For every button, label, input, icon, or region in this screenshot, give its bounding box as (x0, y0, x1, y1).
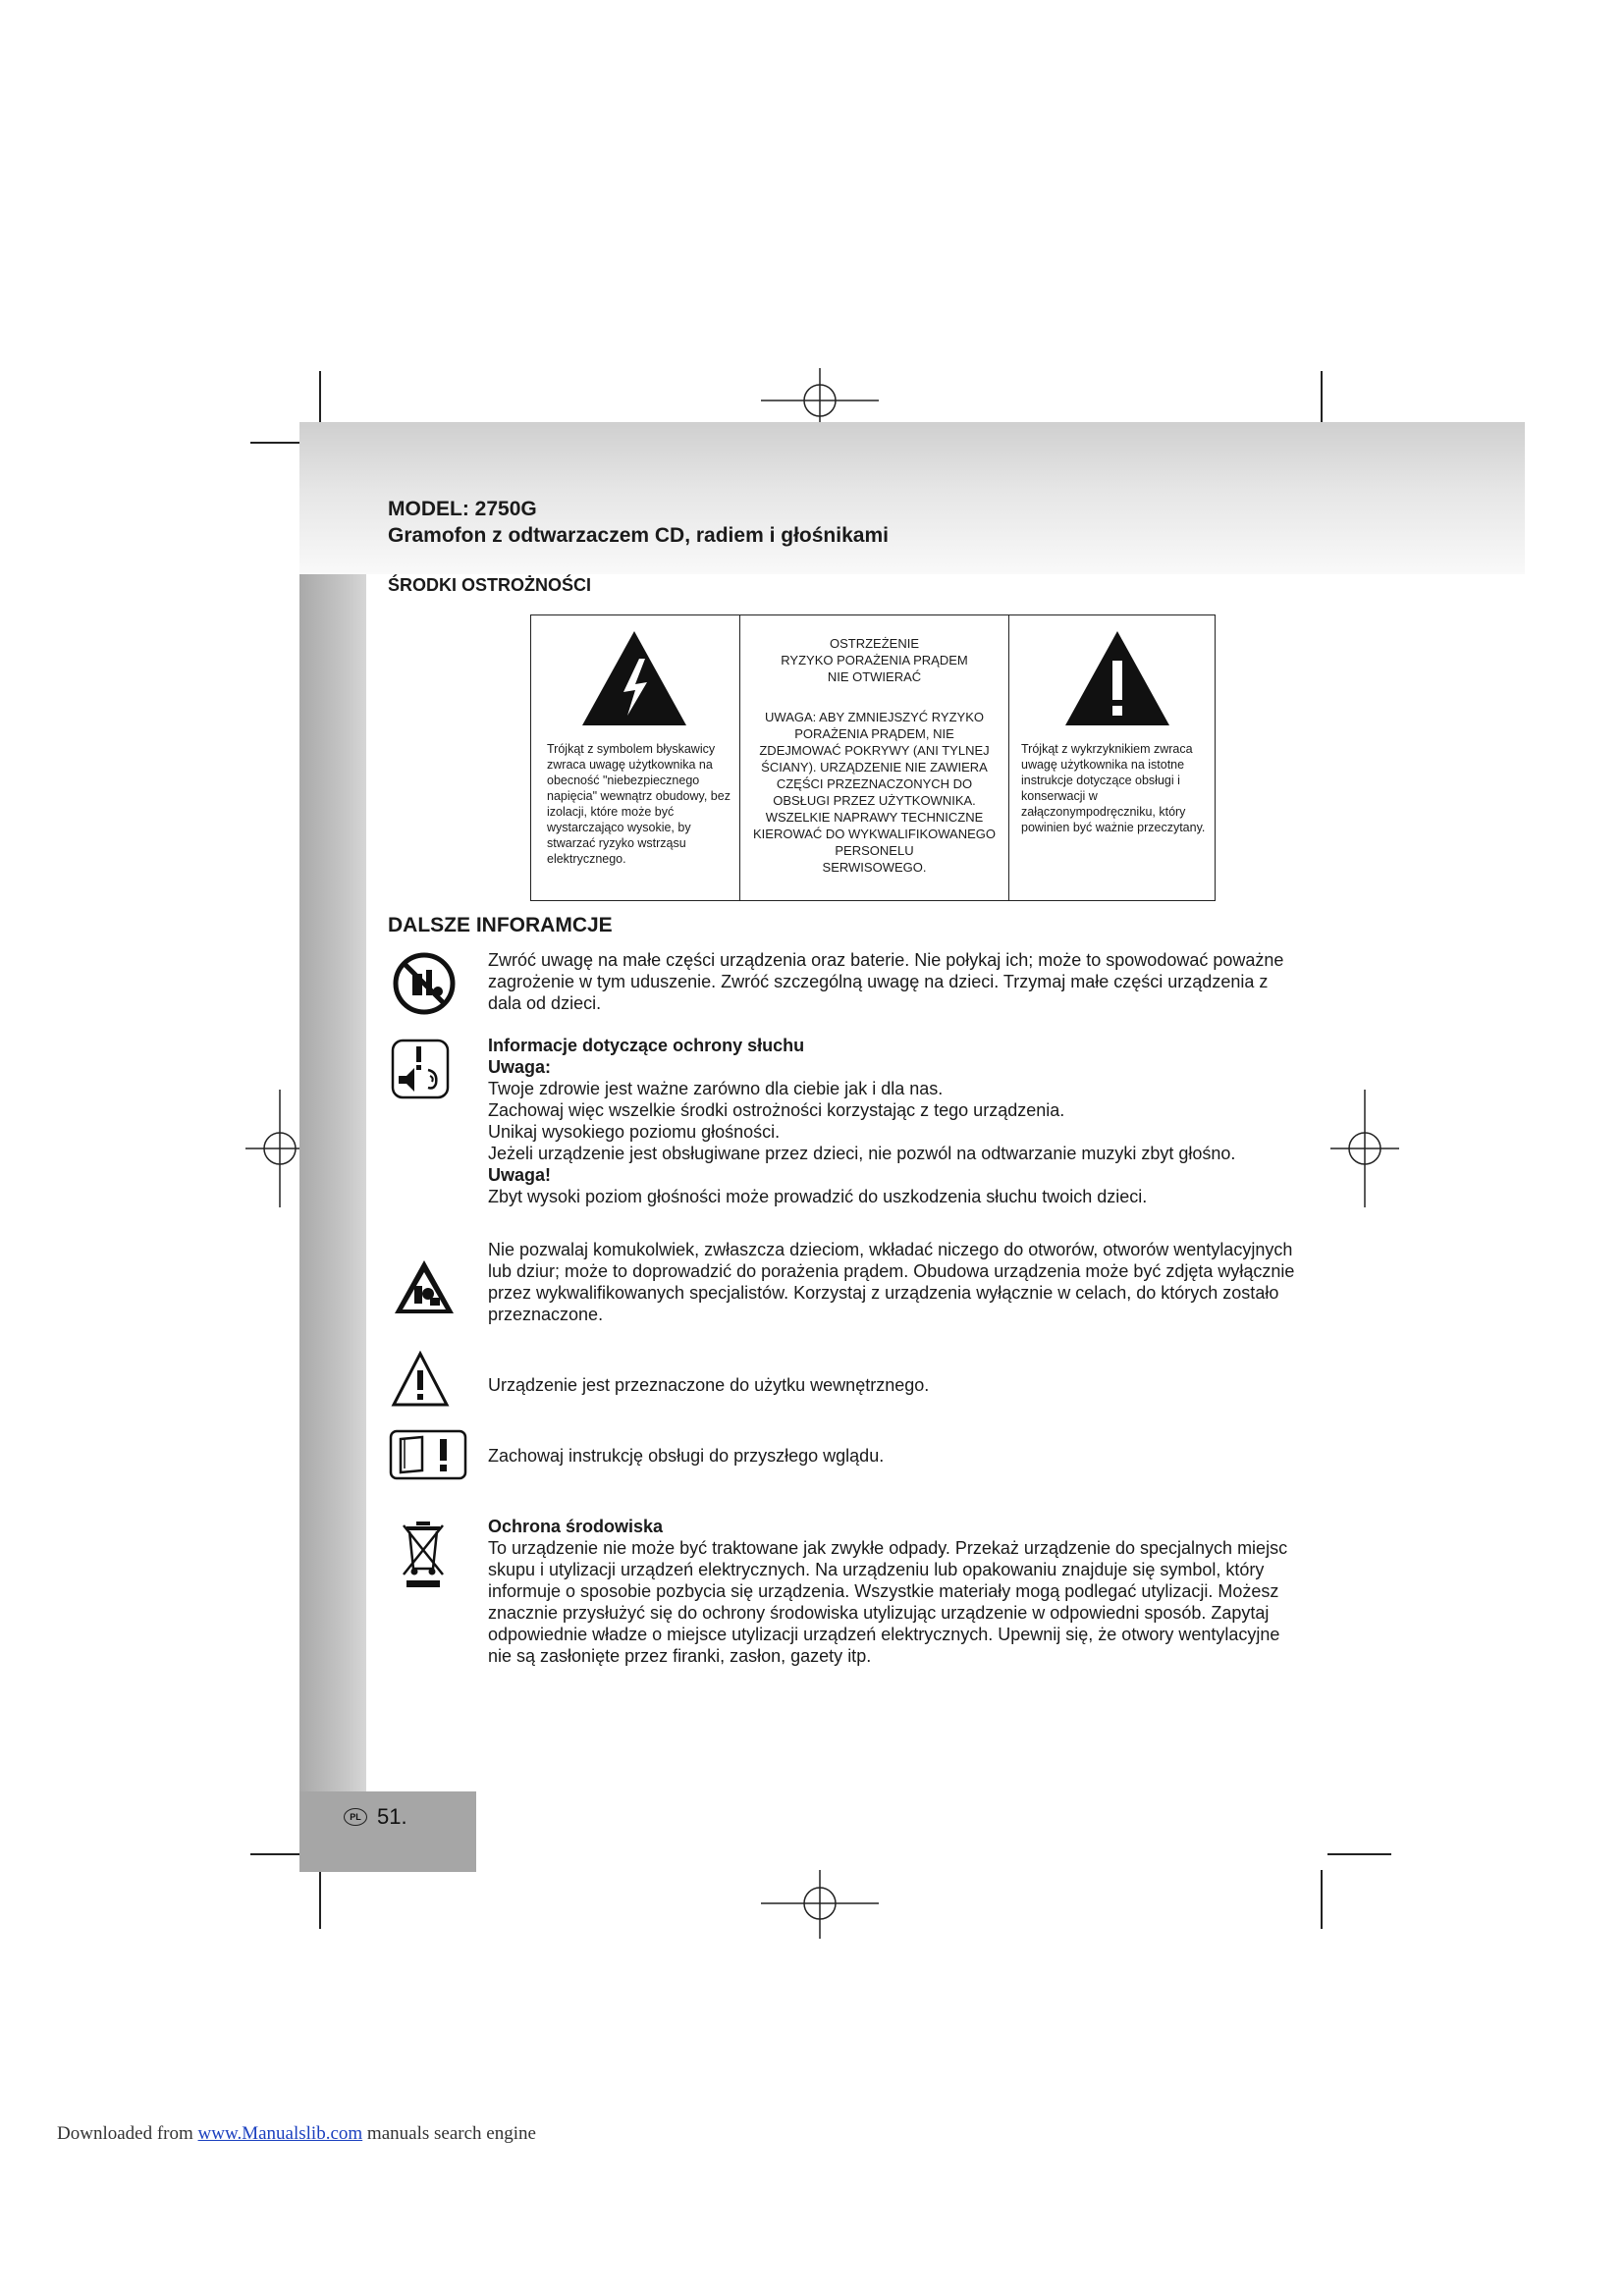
no-small-parts-icon (393, 952, 456, 1015)
indoor-paragraph (488, 1374, 1303, 1396)
registration-mark-icon (1330, 1090, 1399, 1207)
warning-line: RYZYKO PORAŻENIA PRĄDEM (781, 653, 968, 667)
caution-line: ŚCIANY). URZĄDZENIE NIE ZAWIERA (761, 760, 988, 774)
environment-title: Ochrona środowiska (488, 1517, 664, 1536)
openings-text: Nie pozwalaj komukolwiek, zwłaszcza dzieciom, wkładać niczego do otworów, otworów wentylacyjnych lub dziur; może to doprowadzić do porażenia prądem. Obudowa urządzenia może być zdjęta wyłącznie przez wykwalifikowanych specjalistów. Korzystaj z urządzenia wyłącznie w celach, do których zostało przeznaczone. (488, 1240, 1295, 1324)
crop-mark (250, 442, 299, 444)
caution-line: ZDEJMOWAĆ POKRYWY (ANI TYLNEJ (759, 743, 990, 758)
caution-line: CZĘŚCI PRZEZNACZONYCH DO (776, 776, 973, 791)
hearing-line: Zachowaj więc wszelkie środki ostrożności korzystając z tego urządzenia. (488, 1100, 1065, 1120)
crop-mark (319, 1870, 321, 1929)
warning-triangle-icon (391, 1351, 450, 1408)
caution-line: PERSONELU (835, 843, 914, 858)
warning-cell-voltage (531, 615, 740, 900)
openings-paragraph (488, 1239, 1303, 1325)
weee-crossed-bin-icon (401, 1520, 446, 1588)
download-footer (57, 2123, 536, 2145)
page-number-text: 51. (377, 1804, 407, 1829)
small-parts-text: Zwróć uwagę na małe części urządzenia oraz baterie. Nie połykaj ich; może to spowodować poważne zagrożenie w tym uduszenie. Zwróć szczególną uwagę na dzieci. Trzymaj małe części urządzenia z dala od dzieci. (488, 950, 1284, 1013)
caution-line: UWAGA: ABY ZMNIEJSZYĆ RYZYKO (765, 710, 984, 724)
caution-line: SERWISOWEGO. (822, 860, 927, 875)
manual-text: Zachowaj instrukcję obsługi do przyszłego wglądu. (488, 1446, 885, 1466)
language-badge: PL (344, 1808, 367, 1826)
footer-suffix: manuals search engine (366, 2123, 536, 2144)
registration-mark-icon (761, 1870, 879, 1939)
hearing-line: Unikaj wysokiego poziomu głośności. (488, 1122, 781, 1142)
caution-line: KIEROWAĆ DO WYKWALIFIKOWANEGO (752, 827, 996, 841)
safety-heading: ŚRODKI OSTROŻNOŚCI (388, 575, 592, 595)
lightning-warning-icon (580, 629, 688, 727)
page-number (344, 1804, 407, 1830)
caution-line: OBSŁUGI PRZEZ UŻYTKOWNIKA. (773, 793, 976, 808)
footer-prefix: Downloaded from (57, 2123, 193, 2144)
warning-table (530, 614, 1216, 901)
model-title: MODEL: 2750G (388, 498, 537, 520)
manual-paragraph (488, 1445, 1303, 1467)
caution-line: WSZELKIE NAPRAWY TECHNICZNE (765, 810, 984, 825)
hearing-line: Twoje zdrowie jest ważne zarówno dla ciebie jak i dla nas. (488, 1079, 944, 1098)
hearing-line: Jeżeli urządzenie jest obsługiwane przez dzieci, nie pozwól na odtwarzanie muzyki zbyt głośno. (488, 1144, 1236, 1163)
warning-line: OSTRZEŻENIE (829, 636, 919, 651)
environment-section (488, 1516, 1303, 1667)
warning-title-block (740, 635, 1008, 685)
electric-shock-warning-icon (393, 1258, 456, 1315)
hearing-warning-label: Uwaga! (488, 1165, 552, 1185)
crop-mark (1321, 1870, 1323, 1929)
caution-block (740, 709, 1008, 876)
indoor-text: Urządzenie jest przeznaczone do użytku wewnętrznego. (488, 1375, 930, 1395)
caution-line: PORAŻENIA PRĄDEM, NIE (794, 726, 954, 741)
instructions-warning-text: Trójkąt z wykrzyknikiem zwraca uwagę użytkownika na istotne instrukcje dotyczące obsługi i konserwacji w załączonympodręczniku, który powinien być ważnie przeczytany. (1021, 742, 1206, 834)
read-manual-icon (389, 1429, 467, 1480)
hearing-warning-label: Uwaga: (488, 1057, 552, 1077)
warning-cell-instructions (1009, 615, 1215, 900)
voltage-warning-text: Trójkąt z symbolem błyskawicy zwraca uwagę użytkownika na obecność "niebezpiecznego napięcia" wewnątrz obudowy, bez izolacji, które może być wystarczająco wysokie, by stwarzać ryzyko wstrząsu elektrycznego. (547, 742, 731, 866)
small-parts-paragraph (488, 949, 1303, 1014)
hearing-section (488, 1035, 1303, 1207)
info-heading: DALSZE INFORAMCJE (388, 914, 613, 936)
hearing-protection-icon (391, 1039, 450, 1099)
hearing-title: Informacje dotyczące ochrony słuchu (488, 1036, 805, 1055)
side-strip (299, 574, 366, 1791)
manualslib-link[interactable]: www.Manualslib.com (197, 2123, 363, 2144)
warning-cell-center (740, 615, 1009, 900)
hearing-line: Zbyt wysoki poziom głośności może prowadzić do uszkodzenia słuchu twoich dzieci. (488, 1187, 1148, 1206)
crop-mark (1327, 1853, 1391, 1855)
crop-mark (250, 1853, 299, 1855)
product-subtitle: Gramofon z odtwarzaczem CD, radiem i głośnikami (388, 524, 889, 547)
warning-line: NIE OTWIERAĆ (827, 669, 922, 684)
environment-text: To urządzenie nie może być traktowane jak zwykłe odpady. Przekaż urządzenie do specjalnych miejsc skupu i utylizacji urządzeń elektrycznych. Na urządzeniu lub opakowaniu znajduje się symbol, który informuje o sposobie pozbycia się urządzenia. Wszystkie materiały mogą podlegać utylizacji. Możesz znacznie przysłużyć się do ochrony środowiska utylizując urządzenie w odpowiedni sposób. Zapytaj odpowiednie władze o miejsce utylizacji urządzeń elektrycznych. Upewnij się, że otwory wentylacyjne nie są zasłonięte przez firanki, zasłon, gazety itp. (488, 1538, 1288, 1666)
exclamation-warning-icon (1063, 629, 1171, 727)
